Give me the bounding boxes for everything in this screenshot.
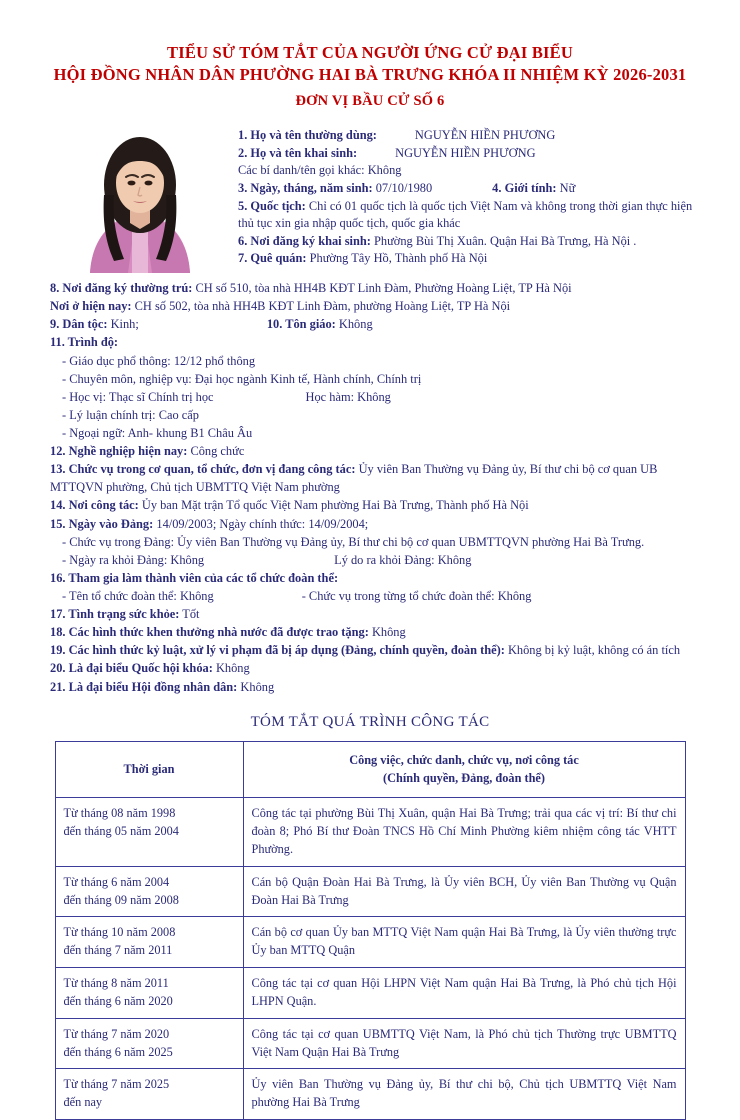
item-9-label: 9. Dân tộc: (50, 317, 108, 332)
item-14-value: Ủy ban Mặt trận Tổ quốc Việt Nam phường Hai Bà Trưng, Thành phố Hà Nội (141, 498, 529, 513)
candidate-portrait-photo (84, 129, 196, 273)
item-16-mass-organizations (50, 569, 698, 587)
item-8b-label: Nơi ở hiện nay: (50, 299, 132, 314)
career-col-time-header: Thời gian (55, 741, 243, 798)
field-hometown-label: 7. Quê quán: (238, 251, 307, 266)
field-hometown (238, 250, 704, 268)
item-16a-value: - Tên tổ chức đoàn thể: Không (62, 589, 214, 604)
item-15-value: 14/09/2003; (156, 516, 217, 531)
field-nationality-value: Chỉ có 01 quốc tịch là quốc tịch Việt Nam và không trong thời gian thực hiện thủ tục xin gia nhập quốc tịch, quốc gia khác (238, 198, 693, 231)
career-row-description: Công tác tại cơ quan Hội LHPN Việt Nam quận Hai Bà Trưng, là Phó chủ tịch Hội LHPN Quận. (243, 968, 685, 1019)
career-row-description: Ủy viên Ban Thường vụ Đảng ủy, Bí thư chi bộ, Chủ tịch UBMTTQ Việt Nam phường Hai Bà Trưng (243, 1069, 685, 1120)
field-birth-registration (238, 233, 704, 251)
career-history-table (55, 741, 686, 1120)
career-row-time (55, 1018, 243, 1069)
item-11c-degree-value: - Học vị: Thạc sĩ Chính trị học (62, 389, 214, 404)
career-row-description: Công tác tại cơ quan UBMTTQ Việt Nam, là Phó chủ tịch Thường trực UBMTTQ Việt Nam Quận Hai Bà Trưng (243, 1018, 685, 1069)
career-table-body (55, 798, 685, 1120)
field-hometown-value: Phường Tây Hồ, Thành phố Hà Nội (309, 251, 488, 266)
item-11c-degree (50, 388, 698, 406)
item-15-party-join-date (50, 515, 698, 533)
item-20-national-assembly (50, 659, 698, 677)
item-12-label: 12. Nghề nghiệp hiện nay: (50, 444, 188, 459)
table-row (55, 798, 685, 866)
item-15d-party-exit (50, 551, 698, 569)
career-row-time-line1: Từ tháng 6 năm 2004 (63, 874, 170, 889)
item-20-label: 20. Là đại biểu Quốc hội khóa: (50, 661, 213, 676)
career-row-time (55, 917, 243, 968)
field-nationality (238, 198, 704, 233)
portrait-photo-container (84, 129, 196, 273)
career-row-time-line2: đến tháng 09 năm 2008 (63, 892, 179, 907)
item-19-label: 19. Các hình thức kỷ luật, xử lý vi phạm đã bị áp dụng (Đảng, chính quyền, đoàn thể): (50, 643, 505, 658)
item-15c-party-position: - Chức vụ trong Đảng: Ủy viên Ban Thường vụ Đảng ủy, Bí thư chi bộ cơ quan UBMTTQVN phường Hai Bà Trưng. (62, 534, 645, 549)
item-17-health (50, 605, 698, 623)
field-birth-registration-value: Phường Bùi Thị Xuân. Quận Hai Bà Trưng, Hà Nội . (374, 233, 637, 248)
career-row-time-line1: Từ tháng 08 năm 1998 (63, 806, 176, 821)
career-row-description: Công tác tại phường Bùi Thị Xuân, quận Hai Bà Trưng; trải qua các vị trí: Bí thư chi đoàn 8; Phó Bí thư Đoàn TNCS Hồ Chí Minh Phường kiêm nhiệm công tác VHTT Phường. (243, 798, 685, 866)
field-alias-label: Các bí danh/tên gọi khác: (238, 163, 365, 178)
career-table-head (55, 741, 685, 798)
field-birth-name-label: 2. Họ và tên khai sinh: (238, 145, 358, 160)
item-21-label: 21. Là đại biểu Hội đồng nhân dân: (50, 679, 238, 694)
item-8-label: 8. Nơi đăng ký thường trú: (50, 281, 193, 296)
item-11c-academic-title: Học hàm: Không (305, 389, 391, 404)
document-header (36, 0, 704, 111)
item-18-value: Không (371, 625, 406, 640)
item-11a-general-education: - Giáo dục phổ thông: 12/12 phổ thông (62, 353, 256, 368)
career-row-time-line2: đến tháng 7 năm 2011 (63, 943, 173, 958)
item-15b-label: Ngày chính thức: (219, 516, 306, 531)
career-row-time (55, 1069, 243, 1120)
career-row-time-line1: Từ tháng 8 năm 2011 (63, 976, 169, 991)
career-row-time-line1: Từ tháng 10 năm 2008 (63, 925, 176, 940)
career-row-time-line1: Từ tháng 7 năm 2020 (63, 1026, 170, 1041)
item-11b-specialization: - Chuyên môn, nghiệp vụ: Đại học ngành Kinh tế, Hành chính, Chính trị (62, 371, 422, 386)
field-alias-value: Không (367, 163, 402, 178)
item-21-value: Không (240, 679, 275, 694)
item-11d-political-theory: - Lý luận chính trị: Cao cấp (62, 407, 199, 422)
item-8-permanent-residence (50, 279, 698, 297)
career-row-time (55, 866, 243, 917)
career-table-header-row (55, 741, 685, 798)
field-common-name (238, 127, 704, 145)
field-dob-value: 07/10/1980 (375, 180, 433, 195)
item-10-value: Không (338, 317, 373, 332)
career-row-description: Cán bộ Quận Đoàn Hai Bà Trưng, là Ủy viên BCH, Ủy viên Ban Thường vụ Quận Đoàn Hai Bà Trưng (243, 866, 685, 917)
career-col-job-header-line2: (Chính quyền, Đảng, đoàn thể) (383, 770, 545, 785)
item-17-label: 17. Tình trạng sức khỏe: (50, 607, 180, 622)
item-16-details (50, 587, 698, 605)
field-dob-gender (238, 180, 704, 198)
career-row-time-line2: đến tháng 05 năm 2004 (63, 824, 179, 839)
table-row (55, 968, 685, 1019)
biography-items (36, 279, 704, 696)
item-11-education (50, 333, 698, 351)
item-9-10-ethnicity-religion (50, 315, 698, 333)
career-row-time-line2: đến tháng 6 năm 2025 (63, 1044, 173, 1059)
item-13-position (50, 460, 698, 496)
item-11-label: 11. Trình độ: (50, 335, 119, 350)
header-line-2: HỘI ĐỒNG NHÂN DÂN PHƯỜNG HAI BÀ TRƯNG KHÓA II NHIỆM KỲ 2026-2031 (53, 64, 687, 84)
identity-fields (238, 127, 704, 268)
header-line-1: TIỂU SỬ TÓM TẮT CỦA NGƯỜI ỨNG CỬ ĐẠI BIỂU (167, 43, 573, 62)
field-birth-name (238, 145, 704, 163)
table-row (55, 1018, 685, 1069)
item-10-label: 10. Tôn giáo: (266, 317, 336, 332)
field-dob-label: 3. Ngày, tháng, năm sinh: (238, 180, 373, 195)
item-18-label: 18. Các hình thức khen thưởng nhà nước đã được trao tặng: (50, 625, 369, 640)
item-21-peoples-council (50, 678, 698, 696)
field-common-name-value: NGUYỄN HIỀN PHƯƠNG (414, 128, 556, 143)
item-14-workplace (50, 496, 698, 514)
field-nationality-label: 5. Quốc tịch: (238, 198, 306, 213)
item-15d-value: - Ngày ra khỏi Đảng: Không (62, 552, 205, 567)
item-11e-foreign-language: - Ngoại ngữ: Anh- khung B1 Châu Âu (62, 426, 253, 441)
item-19-value: Không bị kỷ luật, không có án tích (507, 643, 681, 658)
career-row-time-line1: Từ tháng 7 năm 2025 (63, 1077, 170, 1092)
item-16-label: 16. Tham gia làm thành viên của các tổ chức đoàn thể: (50, 570, 339, 585)
header-line-3: ĐƠN VỊ BẦU CỬ SỐ 6 (295, 92, 445, 109)
item-12-occupation (50, 442, 698, 460)
item-13-value: Ủy viên Ban Thường vụ Đảng ủy, Bí thư chi bộ cơ quan UB MTTQVN phường, Chủ tịch UBMTTQ Việt Nam phường (50, 462, 658, 495)
item-9-value: Kinh; (110, 317, 139, 332)
item-18-awards (50, 623, 698, 641)
table-row (55, 917, 685, 968)
field-gender-label: 4. Giới tính: (492, 180, 557, 195)
item-17-value: Tốt (182, 607, 200, 622)
item-15-label: 15. Ngày vào Đảng: (50, 516, 154, 531)
item-19-discipline (50, 641, 698, 659)
table-row (55, 1069, 685, 1120)
item-13-label: 13. Chức vụ trong cơ quan, tổ chức, đơn vị đang công tác: (50, 462, 356, 477)
item-15b-value: 14/09/2004; (308, 516, 369, 531)
career-col-job-header (243, 741, 685, 798)
item-15e-value: Lý do ra khỏi Đảng: Không (334, 552, 472, 567)
career-row-time-line2: đến tháng 6 năm 2020 (63, 993, 173, 1008)
career-col-job-header-line1: Công việc, chức danh, chức vụ, nơi công tác (349, 752, 579, 767)
identity-section (36, 127, 704, 273)
field-gender-value: Nữ (559, 180, 576, 195)
field-birth-registration-label: 6. Nơi đăng ký khai sinh: (238, 233, 371, 248)
field-birth-name-value: NGUYỄN HIỀN PHƯƠNG (395, 145, 536, 160)
career-table-title: TÓM TẮT QUÁ TRÌNH CÔNG TÁC (250, 713, 490, 730)
career-row-time (55, 968, 243, 1019)
table-row (55, 866, 685, 917)
item-8-value: CH số 510, tòa nhà HH4B KĐT Linh Đàm, Phường Hoàng Liệt, TP Hà Nội (195, 281, 572, 296)
career-row-time (55, 798, 243, 866)
item-8b-current-residence (50, 297, 698, 315)
item-8b-value: CH số 502, tòa nhà HH4B KĐT Linh Đàm, phường Hoàng Liệt, TP Hà Nội (134, 299, 511, 314)
item-20-value: Không (215, 661, 250, 676)
portrait-illustration (84, 129, 196, 273)
field-alias (238, 162, 704, 180)
career-row-description: Cán bộ cơ quan Ủy ban MTTQ Việt Nam quận Hai Bà Trưng, là Ủy viên thường trực Ủy ban MTTQ Quận (243, 917, 685, 968)
field-common-name-label: 1. Họ và tên thường dùng: (238, 128, 377, 143)
career-row-time-line2: đến nay (63, 1095, 103, 1110)
item-16b-value: - Chức vụ trong từng tổ chức đoàn thể: Không (301, 589, 532, 604)
item-14-label: 14. Nơi công tác: (50, 498, 139, 513)
item-12-value: Công chức (190, 444, 245, 459)
